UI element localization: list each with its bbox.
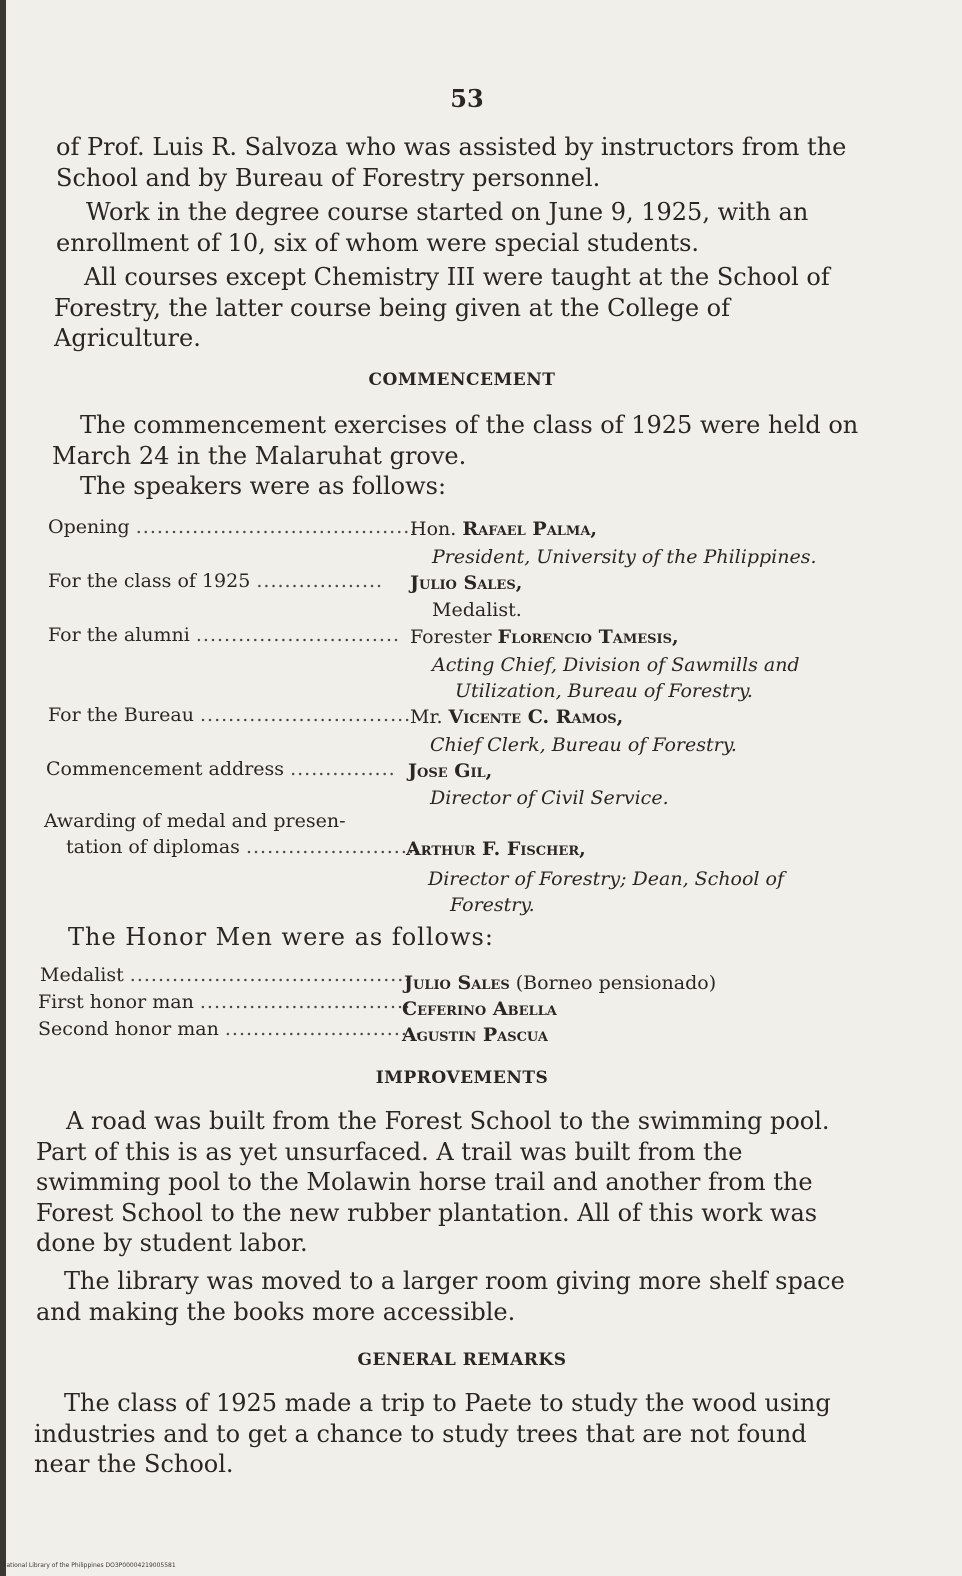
paragraph: The Honor Men were as follows:: [68, 923, 494, 951]
speaker-role: Opening ........................................: [48, 516, 418, 538]
speaker-role: For the alumni .............................: [48, 624, 401, 646]
honor-title: Medalist ........................................: [40, 964, 412, 986]
section-heading: GENERAL REMARKS: [357, 1350, 567, 1370]
honor-entry: Julio Sales (Borneo pensionado): [404, 972, 717, 994]
speaker-role: Awarding of medal and presen-: [44, 810, 346, 832]
speaker-entry: Jose Gil,: [408, 760, 493, 782]
footer-credit: National Library of the Philippines DO3P00004219005581: [2, 1562, 176, 1569]
section-heading: IMPROVEMENTS: [375, 1068, 549, 1088]
section-heading: COMMENCEMENT: [368, 370, 556, 390]
speaker-entry: Hon. Rafael Palma,: [410, 518, 598, 540]
speaker-entry: Arthur F. Fischer,: [406, 838, 586, 860]
speaker-title: Acting Chief, Division of Sawmills and: [432, 654, 800, 676]
page-number: 53: [450, 84, 484, 113]
speaker-title: Utilization, Bureau of Forestry.: [455, 680, 753, 702]
speaker-entry: Mr. Vicente C. Ramos,: [410, 706, 624, 728]
paragraph: Work in the degree course started on June 9, 1925, with an enrollment of 10, six of whom were special students.: [56, 198, 809, 257]
paragraph: All courses except Chemistry III were taught at the School of Forestry, the latter course being given at the College of Agriculture.: [54, 263, 830, 352]
paragraph: A road was built from the Forest School to the swimming pool. Part of this is as yet unsurfaced. A trail was built from the swimming pool to the Molawin horse trail and another from the Forest School to the new rubber plantation. All of this work was done by student labor.: [36, 1107, 830, 1257]
speaker-entry: Julio Sales,: [410, 572, 523, 594]
paragraph: The commencement exercises of the class of 1925 were held on March 24 in the Malaruhat grove.: [52, 411, 859, 470]
paragraph: The class of 1925 made a trip to Paete to study the wood using industries and to get a chance to study trees that are not found near the School.: [34, 1389, 831, 1478]
speaker-role: For the Bureau ..............................: [48, 704, 412, 726]
honor-entry: Agustin Pascua: [402, 1024, 548, 1046]
book-spine-edge: [0, 0, 6, 1576]
paragraph: of Prof. Luis R. Salvoza who was assisted by instructors from the School and by Bureau of Forestry personnel.: [56, 133, 847, 192]
paragraph: The library was moved to a larger room giving more shelf space and making the books more accessible.: [36, 1267, 845, 1326]
honor-title: Second honor man ............................: [38, 1018, 422, 1040]
speaker-title: Director of Forestry; Dean, School of: [428, 868, 785, 890]
speaker-title: Medalist.: [432, 599, 522, 621]
speaker-role: tation of diplomas ..........................: [66, 836, 429, 858]
speaker-title: Chief Clerk, Bureau of Forestry.: [430, 734, 737, 756]
speaker-title: Director of Civil Service.: [430, 787, 669, 809]
speaker-role: For the class of 1925 ..................: [48, 570, 384, 592]
speaker-title: President, University of the Philippines.: [432, 546, 817, 568]
honor-title: First honor man ..............................: [38, 991, 412, 1013]
honor-entry: Ceferino Abella: [402, 998, 557, 1020]
speaker-role: Commencement address ...............: [46, 758, 396, 780]
speaker-entry: Forester Florencio Tamesis,: [410, 626, 679, 648]
speaker-title: Forestry.: [450, 894, 535, 916]
paragraph: The speakers were as follows:: [80, 472, 447, 500]
